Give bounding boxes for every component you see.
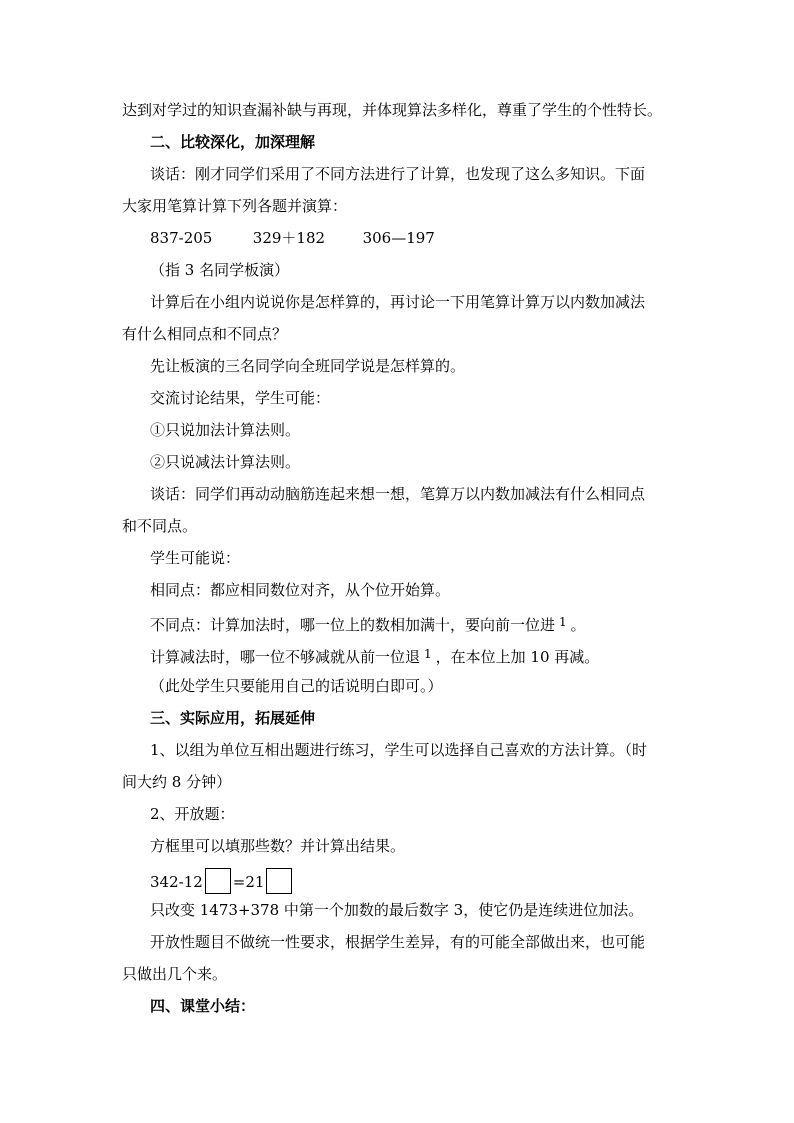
problem-item: 306—197 [362,229,435,247]
digit-one: 1 [424,647,432,661]
paragraph-line: 开放性题目不做统一性要求，根据学生差异，有的可能全部做出来，也可能 [150,933,646,951]
answer-box[interactable] [205,868,231,894]
paragraph-line: 方框里可以填那些数？并计算出结果。 [150,837,406,855]
paragraph-line: 有什么相同点和不同点？ [122,325,288,343]
paragraph-line: 相同点：都应相同数位对齐，从个位开始算。 [150,581,451,599]
paragraph-line [150,644,599,667]
line-text: 不同点：计算加法时，哪一位上的数相加满十，要向前一位进 [150,616,556,634]
paragraph-line: 只改变 1473+378 中第一个加数的最后数字 3，使它仍是连续进位加法。 [150,901,644,919]
problem-list [150,228,435,248]
problem-item: 837-205 [150,229,213,247]
paragraph-line: 2、开放题： [150,805,235,823]
paragraph-line: 大家用笔算计算下列各题并演算： [122,197,348,215]
equation-right: =21 [232,873,265,891]
digit-one: 1 [559,615,567,629]
answer-box[interactable] [266,868,292,894]
paragraph-line: 间大约 8 分钟） [122,773,232,791]
line-text: ，在本位上加 10 再减。 [435,648,600,666]
line-text: 计算减法时，哪一位不够减就从前一位退 [150,648,421,666]
paragraph-line: 只做出几个来。 [122,965,228,983]
paragraph-line: 和不同点。 [122,517,198,535]
section-heading: 三、实际应用，拓展延伸 [150,709,316,727]
paragraph-line: 先让板演的三名同学向全班同学说是怎样算的。 [150,357,466,375]
paragraph-line: 计算后在小组内说说你是怎样算的，再讨论一下用笔算计算万以内数加减法 [150,293,646,311]
fill-in-equation [150,868,294,894]
paragraph-line: 1、以组为单位互相出题进行练习，学生可以选择自己喜欢的方法计算。（时 [150,741,648,759]
equation-left: 342-12 [150,873,203,891]
paragraph-line: 交流讨论结果，学生可能： [150,389,331,407]
paragraph-line: 学生可能说： [150,549,241,567]
line-text: 。 [570,616,586,634]
paragraph-line [150,612,586,635]
paragraph-line: ①只说加法计算法则。 [150,421,301,439]
paragraph-line: （此处学生只要能用自己的话说明白即可。） [150,677,443,695]
paragraph-line: 谈话：刚才同学们采用了不同方法进行了计算，也发现了这么多知识。下面 [150,165,646,183]
paragraph-line: ②只说减法计算法则。 [150,453,301,471]
paragraph-line: 达到对学过的知识查漏补缺与再现，并体现算法多样化，尊重了学生的个性特长。 [122,101,663,119]
paragraph-line: （指 3 名同学板演） [150,261,290,279]
section-heading: 四、课堂小结： [150,997,256,1015]
section-heading: 二、比较深化，加深理解 [150,133,316,151]
paragraph-line: 谈话：同学们再动动脑筋连起来想一想，笔算万以内数加减法有什么相同点 [150,485,646,503]
problem-item: 329＋182 [252,229,326,247]
